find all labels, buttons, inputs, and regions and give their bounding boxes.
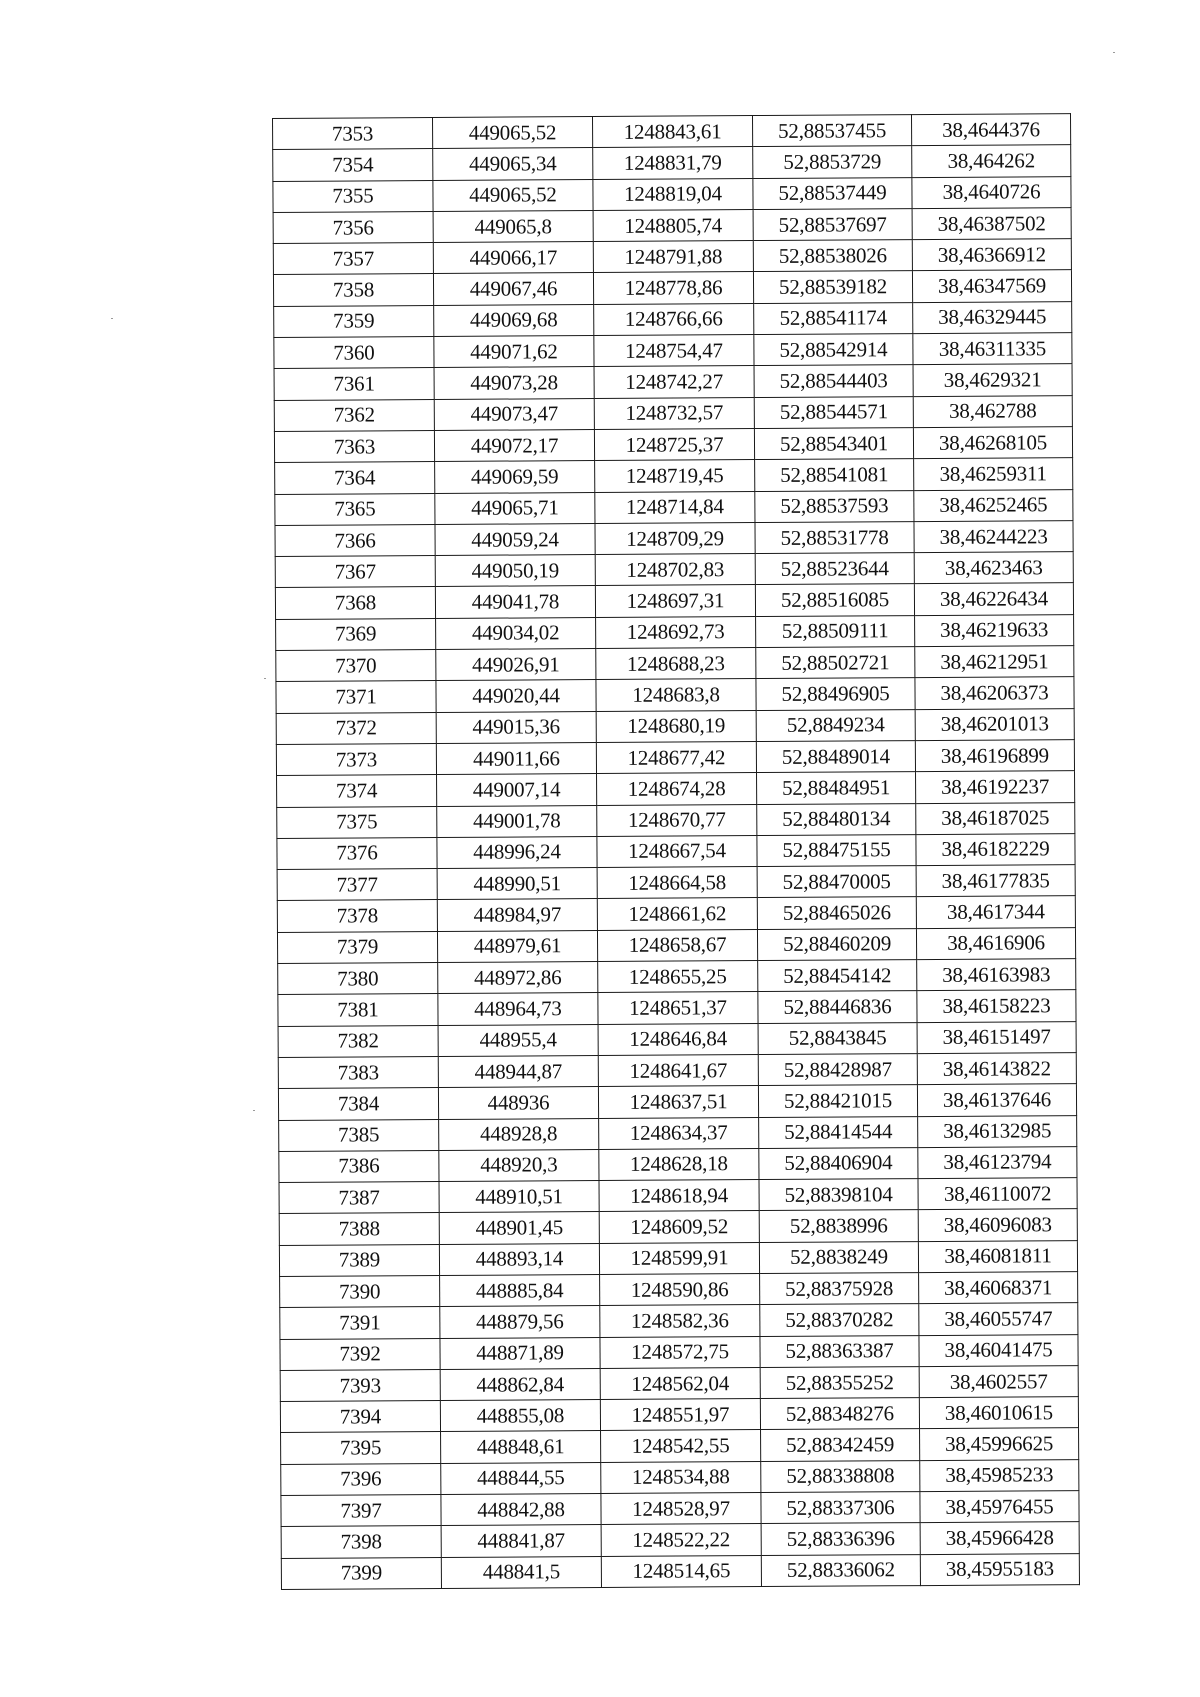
x-coordinate-cell: 448936 (438, 1087, 598, 1119)
y-coordinate-cell: 1248732,57 (594, 397, 754, 429)
table-row (274, 333, 1072, 369)
y-coordinate-cell: 1248742,27 (594, 366, 754, 398)
y-coordinate-cell: 1248582,36 (600, 1305, 760, 1337)
y-coordinate-cell: 1248674,28 (597, 773, 757, 805)
table-row (273, 239, 1071, 275)
table-row (275, 583, 1073, 619)
table-row (279, 1115, 1077, 1151)
table-row (280, 1334, 1078, 1370)
x-coordinate-cell: 448842,88 (441, 1494, 601, 1526)
point-number-cell: 7389 (279, 1244, 439, 1276)
longitude-cell: 38,46137646 (917, 1084, 1076, 1116)
y-coordinate-cell: 1248688,23 (596, 648, 756, 680)
x-coordinate-cell: 449073,28 (434, 367, 594, 399)
longitude-cell: 38,4623463 (914, 552, 1073, 584)
x-coordinate-cell: 449067,46 (433, 273, 593, 305)
y-coordinate-cell: 1248754,47 (594, 335, 754, 367)
latitude-cell: 52,88355252 (760, 1366, 919, 1398)
table-row (277, 771, 1075, 807)
table-row (273, 145, 1071, 181)
latitude-cell: 52,88460209 (757, 928, 916, 960)
table-row (281, 1522, 1079, 1558)
point-number-cell: 7356 (273, 211, 433, 243)
point-number-cell: 7383 (278, 1056, 438, 1088)
scan-speck (1113, 52, 1115, 53)
table-row (274, 395, 1072, 431)
table-row (276, 740, 1074, 776)
point-number-cell: 7364 (275, 462, 435, 494)
y-coordinate-cell: 1248714,84 (595, 491, 755, 523)
x-coordinate-cell: 448901,45 (439, 1212, 599, 1244)
y-coordinate-cell: 1248634,37 (599, 1117, 759, 1149)
table-row (273, 270, 1071, 306)
x-coordinate-cell: 449065,52 (433, 117, 593, 149)
latitude-cell: 52,88428987 (758, 1053, 917, 1085)
point-number-cell: 7381 (278, 994, 438, 1026)
point-number-cell: 7369 (276, 618, 436, 650)
y-coordinate-cell: 1248709,29 (595, 522, 755, 554)
y-coordinate-cell: 1248683,8 (596, 679, 756, 711)
point-number-cell: 7368 (275, 587, 435, 619)
table-row (274, 427, 1072, 463)
y-coordinate-cell: 1248692,73 (596, 616, 756, 648)
longitude-cell: 38,46110072 (918, 1178, 1077, 1210)
latitude-cell: 52,88537449 (753, 177, 912, 209)
x-coordinate-cell: 449026,91 (436, 649, 596, 681)
point-number-cell: 7353 (273, 118, 433, 150)
y-coordinate-cell: 1248658,67 (597, 929, 757, 961)
x-coordinate-cell: 448848,61 (441, 1431, 601, 1463)
x-coordinate-cell: 448910,51 (439, 1181, 599, 1213)
y-coordinate-cell: 1248646,84 (598, 1023, 758, 1055)
table-row (276, 708, 1074, 744)
y-coordinate-cell: 1248805,74 (593, 209, 753, 241)
point-number-cell: 7394 (280, 1401, 440, 1433)
longitude-cell: 38,46041475 (919, 1334, 1078, 1366)
scan-speck (111, 318, 113, 319)
longitude-cell: 38,4616906 (916, 927, 1075, 959)
table-row (278, 959, 1076, 995)
point-number-cell: 7384 (278, 1088, 438, 1120)
point-number-cell: 7392 (280, 1338, 440, 1370)
latitude-cell: 52,88509111 (756, 615, 915, 647)
y-coordinate-cell: 1248680,19 (596, 710, 756, 742)
latitude-cell: 52,8843845 (758, 1022, 917, 1054)
table-row (277, 802, 1075, 838)
table-row (276, 614, 1074, 650)
latitude-cell: 52,88414544 (759, 1116, 918, 1148)
y-coordinate-cell: 1248572,75 (600, 1336, 760, 1368)
longitude-cell: 38,46268105 (913, 427, 1072, 459)
x-coordinate-cell: 449069,59 (435, 461, 595, 493)
y-coordinate-cell: 1248562,04 (600, 1367, 760, 1399)
point-number-cell: 7367 (275, 556, 435, 588)
latitude-cell: 52,88537697 (753, 208, 912, 240)
point-number-cell: 7379 (277, 931, 437, 963)
x-coordinate-cell: 449034,02 (436, 617, 596, 649)
x-coordinate-cell: 448984,97 (437, 899, 597, 931)
latitude-cell: 52,88541174 (754, 302, 913, 334)
point-number-cell: 7382 (278, 1025, 438, 1057)
latitude-cell: 52,88489014 (756, 741, 915, 773)
longitude-cell: 38,46196899 (915, 740, 1074, 772)
table-row (277, 833, 1075, 869)
latitude-cell: 52,88543401 (754, 428, 913, 460)
y-coordinate-cell: 1248618,94 (599, 1180, 759, 1212)
longitude-cell: 38,4644376 (911, 114, 1070, 146)
latitude-cell: 52,88465026 (757, 897, 916, 929)
table-row (275, 458, 1073, 494)
x-coordinate-cell: 448855,08 (440, 1400, 600, 1432)
latitude-cell: 52,88342459 (761, 1429, 920, 1461)
y-coordinate-cell: 1248514,65 (601, 1555, 761, 1587)
table-row (278, 1053, 1076, 1089)
longitude-cell: 38,46081811 (918, 1240, 1077, 1272)
x-coordinate-cell: 449065,8 (433, 210, 593, 242)
x-coordinate-cell: 449020,44 (436, 680, 596, 712)
table-row (279, 1240, 1077, 1276)
point-number-cell: 7363 (274, 430, 434, 462)
y-coordinate-cell: 1248725,37 (594, 429, 754, 461)
y-coordinate-cell: 1248637,51 (598, 1086, 758, 1118)
point-number-cell: 7397 (281, 1495, 441, 1527)
point-number-cell: 7387 (279, 1182, 439, 1214)
point-number-cell: 7362 (274, 399, 434, 431)
x-coordinate-cell: 448841,87 (441, 1525, 601, 1557)
point-number-cell: 7374 (277, 775, 437, 807)
longitude-cell: 38,46096083 (918, 1209, 1077, 1241)
longitude-cell: 38,46177835 (916, 865, 1075, 897)
y-coordinate-cell: 1248534,88 (601, 1461, 761, 1493)
x-coordinate-cell: 448928,8 (439, 1118, 599, 1150)
longitude-cell: 38,46259311 (914, 458, 1073, 490)
latitude-cell: 52,88496905 (756, 678, 915, 710)
table-row (277, 865, 1075, 901)
point-number-cell: 7396 (281, 1463, 441, 1495)
latitude-cell: 52,88370282 (760, 1304, 919, 1336)
point-number-cell: 7355 (273, 180, 433, 212)
longitude-cell: 38,46163983 (917, 959, 1076, 991)
latitude-cell: 52,88484951 (757, 772, 916, 804)
coordinates-table (272, 113, 1080, 1590)
longitude-cell: 38,464262 (912, 145, 1071, 177)
latitude-cell: 52,88544403 (754, 365, 913, 397)
latitude-cell: 52,88375928 (760, 1273, 919, 1305)
latitude-cell: 52,88537455 (752, 115, 911, 147)
point-number-cell: 7366 (275, 524, 435, 556)
longitude-cell: 38,46366912 (912, 239, 1071, 271)
longitude-cell: 38,45966428 (920, 1522, 1079, 1554)
point-number-cell: 7395 (281, 1432, 441, 1464)
y-coordinate-cell: 1248831,79 (593, 147, 753, 179)
x-coordinate-cell: 448879,56 (440, 1306, 600, 1338)
longitude-cell: 38,45955183 (920, 1553, 1079, 1585)
table-row (280, 1272, 1078, 1308)
longitude-cell: 38,46068371 (919, 1272, 1078, 1304)
y-coordinate-cell: 1248528,97 (601, 1493, 761, 1525)
point-number-cell: 7378 (277, 900, 437, 932)
longitude-cell: 38,46387502 (912, 208, 1071, 240)
y-coordinate-cell: 1248667,54 (597, 835, 757, 867)
y-coordinate-cell: 1248702,83 (595, 554, 755, 586)
latitude-cell: 52,8838249 (759, 1241, 918, 1273)
table-row (277, 896, 1075, 932)
table-row (273, 114, 1071, 150)
table-row (280, 1303, 1078, 1339)
scan-speck (264, 678, 266, 679)
x-coordinate-cell: 449072,17 (434, 430, 594, 462)
latitude-cell: 52,88454142 (758, 960, 917, 992)
point-number-cell: 7386 (279, 1150, 439, 1182)
latitude-cell: 52,88516085 (755, 584, 914, 616)
latitude-cell: 52,88531778 (755, 521, 914, 553)
x-coordinate-cell: 448979,61 (437, 930, 597, 962)
table-row (275, 520, 1073, 556)
x-coordinate-cell: 448871,89 (440, 1337, 600, 1369)
longitude-cell: 38,4602557 (919, 1365, 1078, 1397)
longitude-cell: 38,46347569 (912, 270, 1071, 302)
table-row (275, 489, 1073, 525)
latitude-cell: 52,88542914 (754, 334, 913, 366)
longitude-cell: 38,45996625 (920, 1428, 1079, 1460)
x-coordinate-cell: 448844,55 (441, 1462, 601, 1494)
x-coordinate-cell: 449007,14 (437, 774, 597, 806)
x-coordinate-cell: 449066,17 (433, 242, 593, 274)
longitude-cell: 38,46244223 (914, 520, 1073, 552)
point-number-cell: 7365 (275, 493, 435, 525)
point-number-cell: 7357 (273, 243, 433, 275)
y-coordinate-cell: 1248661,62 (597, 898, 757, 930)
latitude-cell: 52,88421015 (758, 1085, 917, 1117)
table-row (274, 301, 1072, 337)
longitude-cell: 38,46201013 (915, 708, 1074, 740)
table-row (278, 1084, 1076, 1120)
longitude-cell: 38,46212951 (915, 646, 1074, 678)
table-row (275, 552, 1073, 588)
longitude-cell: 38,46123794 (918, 1146, 1077, 1178)
point-number-cell: 7373 (276, 743, 436, 775)
longitude-cell: 38,45985233 (920, 1459, 1079, 1491)
latitude-cell: 52,88363387 (760, 1335, 919, 1367)
latitude-cell: 52,88544571 (754, 396, 913, 428)
scan-speck (253, 1110, 255, 1111)
table-row (277, 927, 1075, 963)
x-coordinate-cell: 449069,68 (434, 304, 594, 336)
x-coordinate-cell: 449041,78 (435, 586, 595, 618)
latitude-cell: 52,88336062 (761, 1554, 920, 1586)
longitude-cell: 38,46143822 (917, 1053, 1076, 1085)
longitude-cell: 38,462788 (913, 395, 1072, 427)
longitude-cell: 38,46151497 (917, 1021, 1076, 1053)
latitude-cell: 52,88475155 (757, 834, 916, 866)
table-row (274, 364, 1072, 400)
longitude-cell: 38,46219633 (915, 614, 1074, 646)
point-number-cell: 7358 (273, 274, 433, 306)
point-number-cell: 7399 (281, 1557, 441, 1589)
y-coordinate-cell: 1248819,04 (593, 178, 753, 210)
x-coordinate-cell: 449011,66 (436, 742, 596, 774)
longitude-cell: 38,46192237 (916, 771, 1075, 803)
latitude-cell: 52,88523644 (755, 553, 914, 585)
longitude-cell: 38,46206373 (915, 677, 1074, 709)
y-coordinate-cell: 1248609,52 (599, 1211, 759, 1243)
longitude-cell: 38,4629321 (913, 364, 1072, 396)
point-number-cell: 7370 (276, 650, 436, 682)
point-number-cell: 7372 (276, 712, 436, 744)
x-coordinate-cell: 448920,3 (439, 1149, 599, 1181)
latitude-cell: 52,8849234 (756, 709, 915, 741)
x-coordinate-cell: 449059,24 (435, 523, 595, 555)
x-coordinate-cell: 448944,87 (438, 1055, 598, 1087)
y-coordinate-cell: 1248791,88 (593, 241, 753, 273)
x-coordinate-cell: 448893,14 (439, 1243, 599, 1275)
latitude-cell: 52,88348276 (760, 1398, 919, 1430)
x-coordinate-cell: 448862,84 (440, 1368, 600, 1400)
point-number-cell: 7359 (274, 305, 434, 337)
x-coordinate-cell: 448841,5 (441, 1556, 601, 1588)
table-row (281, 1491, 1079, 1527)
y-coordinate-cell: 1248641,67 (598, 1054, 758, 1086)
coordinates-table-body (273, 114, 1080, 1590)
point-number-cell: 7393 (280, 1369, 440, 1401)
latitude-cell: 52,8853729 (753, 146, 912, 178)
x-coordinate-cell: 449065,34 (433, 148, 593, 180)
y-coordinate-cell: 1248719,45 (595, 460, 755, 492)
longitude-cell: 38,46187025 (916, 802, 1075, 834)
point-number-cell: 7375 (277, 806, 437, 838)
y-coordinate-cell: 1248522,22 (601, 1524, 761, 1556)
table-row (280, 1365, 1078, 1401)
x-coordinate-cell: 449065,52 (433, 179, 593, 211)
table-row (281, 1459, 1079, 1495)
latitude-cell: 52,88541081 (755, 459, 914, 491)
latitude-cell: 52,88336396 (761, 1523, 920, 1555)
x-coordinate-cell: 449015,36 (436, 711, 596, 743)
latitude-cell: 52,88537593 (755, 490, 914, 522)
y-coordinate-cell: 1248628,18 (599, 1148, 759, 1180)
point-number-cell: 7377 (277, 869, 437, 901)
y-coordinate-cell: 1248697,31 (595, 585, 755, 617)
y-coordinate-cell: 1248590,86 (600, 1274, 760, 1306)
table-row (281, 1428, 1079, 1464)
longitude-cell: 38,46055747 (919, 1303, 1078, 1335)
point-number-cell: 7361 (274, 368, 434, 400)
longitude-cell: 38,46158223 (917, 990, 1076, 1022)
latitude-cell: 52,88539182 (753, 271, 912, 303)
point-number-cell: 7354 (273, 149, 433, 181)
latitude-cell: 52,88337306 (761, 1492, 920, 1524)
x-coordinate-cell: 449001,78 (437, 805, 597, 837)
latitude-cell: 52,8838996 (759, 1210, 918, 1242)
table-row (279, 1178, 1077, 1214)
point-number-cell: 7371 (276, 681, 436, 713)
table-row (281, 1553, 1079, 1589)
latitude-cell: 52,88480134 (757, 803, 916, 835)
y-coordinate-cell: 1248599,91 (599, 1242, 759, 1274)
y-coordinate-cell: 1248651,37 (598, 992, 758, 1024)
y-coordinate-cell: 1248677,42 (596, 741, 756, 773)
y-coordinate-cell: 1248664,58 (597, 867, 757, 899)
latitude-cell: 52,88538026 (753, 240, 912, 272)
x-coordinate-cell: 449073,47 (434, 398, 594, 430)
latitude-cell: 52,88338808 (761, 1460, 920, 1492)
x-coordinate-cell: 449050,19 (435, 555, 595, 587)
y-coordinate-cell: 1248542,55 (601, 1430, 761, 1462)
point-number-cell: 7380 (278, 963, 438, 995)
y-coordinate-cell: 1248670,77 (597, 804, 757, 836)
longitude-cell: 38,46010615 (919, 1397, 1078, 1429)
longitude-cell: 38,4617344 (916, 896, 1075, 928)
y-coordinate-cell: 1248655,25 (598, 961, 758, 993)
x-coordinate-cell: 448885,84 (440, 1275, 600, 1307)
x-coordinate-cell: 448955,4 (438, 1024, 598, 1056)
y-coordinate-cell: 1248551,97 (600, 1399, 760, 1431)
latitude-cell: 52,88502721 (756, 647, 915, 679)
table-row (273, 176, 1071, 212)
x-coordinate-cell: 448972,86 (438, 962, 598, 994)
table-row (279, 1146, 1077, 1182)
x-coordinate-cell: 449065,71 (435, 492, 595, 524)
latitude-cell: 52,88406904 (759, 1147, 918, 1179)
point-number-cell: 7385 (279, 1119, 439, 1151)
table-row (276, 677, 1074, 713)
longitude-cell: 38,46226434 (914, 583, 1073, 615)
point-number-cell: 7360 (274, 337, 434, 369)
x-coordinate-cell: 448964,73 (438, 993, 598, 1025)
y-coordinate-cell: 1248843,61 (592, 116, 752, 148)
table-row (279, 1209, 1077, 1245)
y-coordinate-cell: 1248766,66 (594, 303, 754, 335)
point-number-cell: 7388 (279, 1213, 439, 1245)
table-row (278, 1021, 1076, 1057)
y-coordinate-cell: 1248778,86 (593, 272, 753, 304)
longitude-cell: 38,46329445 (913, 301, 1072, 333)
longitude-cell: 38,45976455 (920, 1491, 1079, 1523)
longitude-cell: 38,46182229 (916, 833, 1075, 865)
longitude-cell: 38,46132985 (918, 1115, 1077, 1147)
x-coordinate-cell: 448996,24 (437, 836, 597, 868)
point-number-cell: 7391 (280, 1307, 440, 1339)
point-number-cell: 7376 (277, 837, 437, 869)
point-number-cell: 7398 (281, 1526, 441, 1558)
table-row (273, 208, 1071, 244)
latitude-cell: 52,88470005 (757, 866, 916, 898)
x-coordinate-cell: 449071,62 (434, 336, 594, 368)
x-coordinate-cell: 448990,51 (437, 868, 597, 900)
longitude-cell: 38,46252465 (914, 489, 1073, 521)
longitude-cell: 38,46311335 (913, 333, 1072, 365)
table-row (276, 646, 1074, 682)
table-row (280, 1397, 1078, 1433)
longitude-cell: 38,4640726 (912, 176, 1071, 208)
point-number-cell: 7390 (280, 1275, 440, 1307)
table-row (278, 990, 1076, 1026)
latitude-cell: 52,88398104 (759, 1179, 918, 1211)
latitude-cell: 52,88446836 (758, 991, 917, 1023)
